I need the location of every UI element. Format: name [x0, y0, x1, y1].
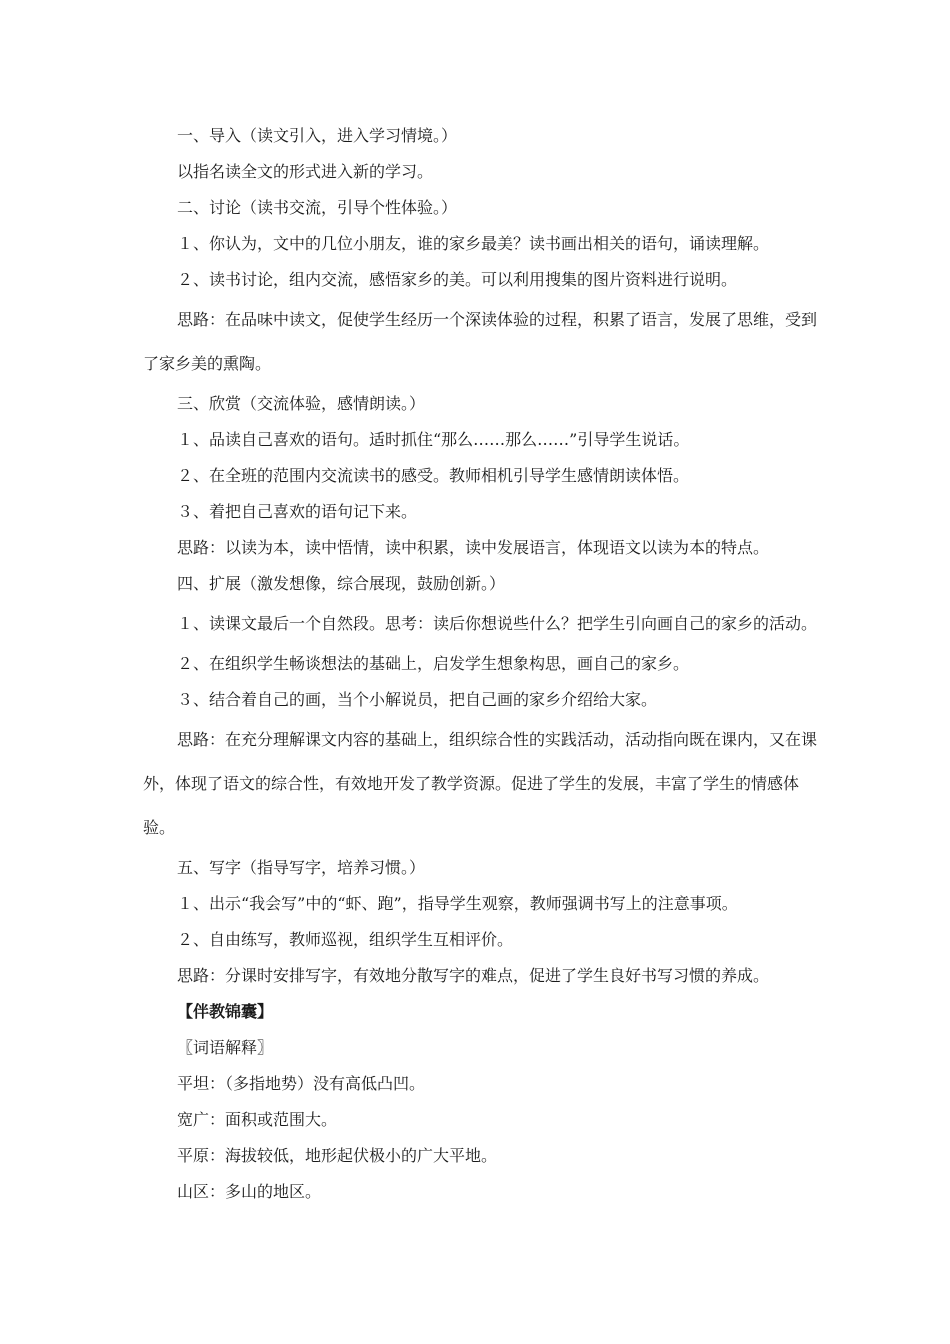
list-item: １、出示“我会写”中的“虾、跑”，指导学生观察，教师强调书写上的注意事项。 — [177, 894, 738, 913]
list-item: ２、在全班的范围内交流读书的感受。教师相机引导学生感情朗读体悟。 — [177, 466, 690, 485]
list-item: １、品读自己喜欢的语句。适时抓住“那么……那么……”引导学生说话。 — [177, 430, 690, 449]
list-item: １、读课文最后一个自然段。思考：读后你想说些什么？把学生引向画自己的家乡的活动。 — [177, 614, 818, 633]
section-heading-appreciation: 三、欣赏（交流体验，感情朗读。） — [177, 394, 426, 413]
glossary-item: 山区：多山的地区。 — [177, 1182, 322, 1201]
thinking-note: 思路：分课时安排写字，有效地分散写字的难点，促进了学生良好书写习惯的养成。 — [177, 966, 770, 985]
section-heading-intro: 一、导入（读文引入，进入学习情境。） — [177, 126, 458, 145]
paragraph: 以指名读全文的形式进入新的学习。 — [177, 162, 434, 181]
glossary-item: 平坦：（多指地势）没有高低凸凹。 — [177, 1074, 426, 1093]
section-heading-extension: 四、扩展（激发想像，综合展现，鼓励创新。） — [177, 574, 506, 593]
thinking-note: 思路：以读为本，读中悟情，读中积累，读中发展语言，体现语文以读为本的特点。 — [177, 538, 770, 557]
list-item: ２、自由练写，教师巡视，组织学生互相评价。 — [177, 930, 514, 949]
list-item: ２、读书讨论，组内交流，感悟家乡的美。可以利用搜集的图片资料进行说明。 — [177, 270, 738, 289]
list-item: ２、在组织学生畅谈想法的基础上，启发学生想象构思，画自己的家乡。 — [177, 654, 690, 673]
section-heading-discussion: 二、讨论（读书交流，引导个性体验。） — [177, 198, 458, 217]
toolkit-heading: 【伴教锦囊】 — [177, 1002, 274, 1021]
document-body — [143, 118, 819, 1210]
glossary-item: 宽广：面积或范围大。 — [177, 1110, 338, 1129]
list-item: ３、着把自己喜欢的语句记下来。 — [177, 502, 418, 521]
section-heading-writing: 五、写字（指导写字，培养习惯。） — [177, 858, 426, 877]
glossary-item: 平原：海拔较低，地形起伏极小的广大平地。 — [177, 1146, 498, 1165]
list-item: ３、结合着自己的画，当个小解说员，把自己画的家乡介绍给大家。 — [177, 690, 658, 709]
glossary-heading: 〖词语解释〗 — [177, 1038, 274, 1057]
thinking-note: 思路：在充分理解课文内容的基础上，组织综合性的实践活动，活动指向既在课内，又在课外，体现了语文的综合性，有效地开发了教学资源。促进了学生的发展，丰富了学生的情感体验。 — [143, 730, 818, 837]
thinking-note: 思路：在品味中读文，促使学生经历一个深读体验的过程，积累了语言，发展了思维，受到了家乡美的熏陶。 — [143, 310, 818, 373]
list-item: １、你认为，文中的几位小朋友，谁的家乡最美？读书画出相关的语句，诵读理解。 — [177, 234, 770, 253]
